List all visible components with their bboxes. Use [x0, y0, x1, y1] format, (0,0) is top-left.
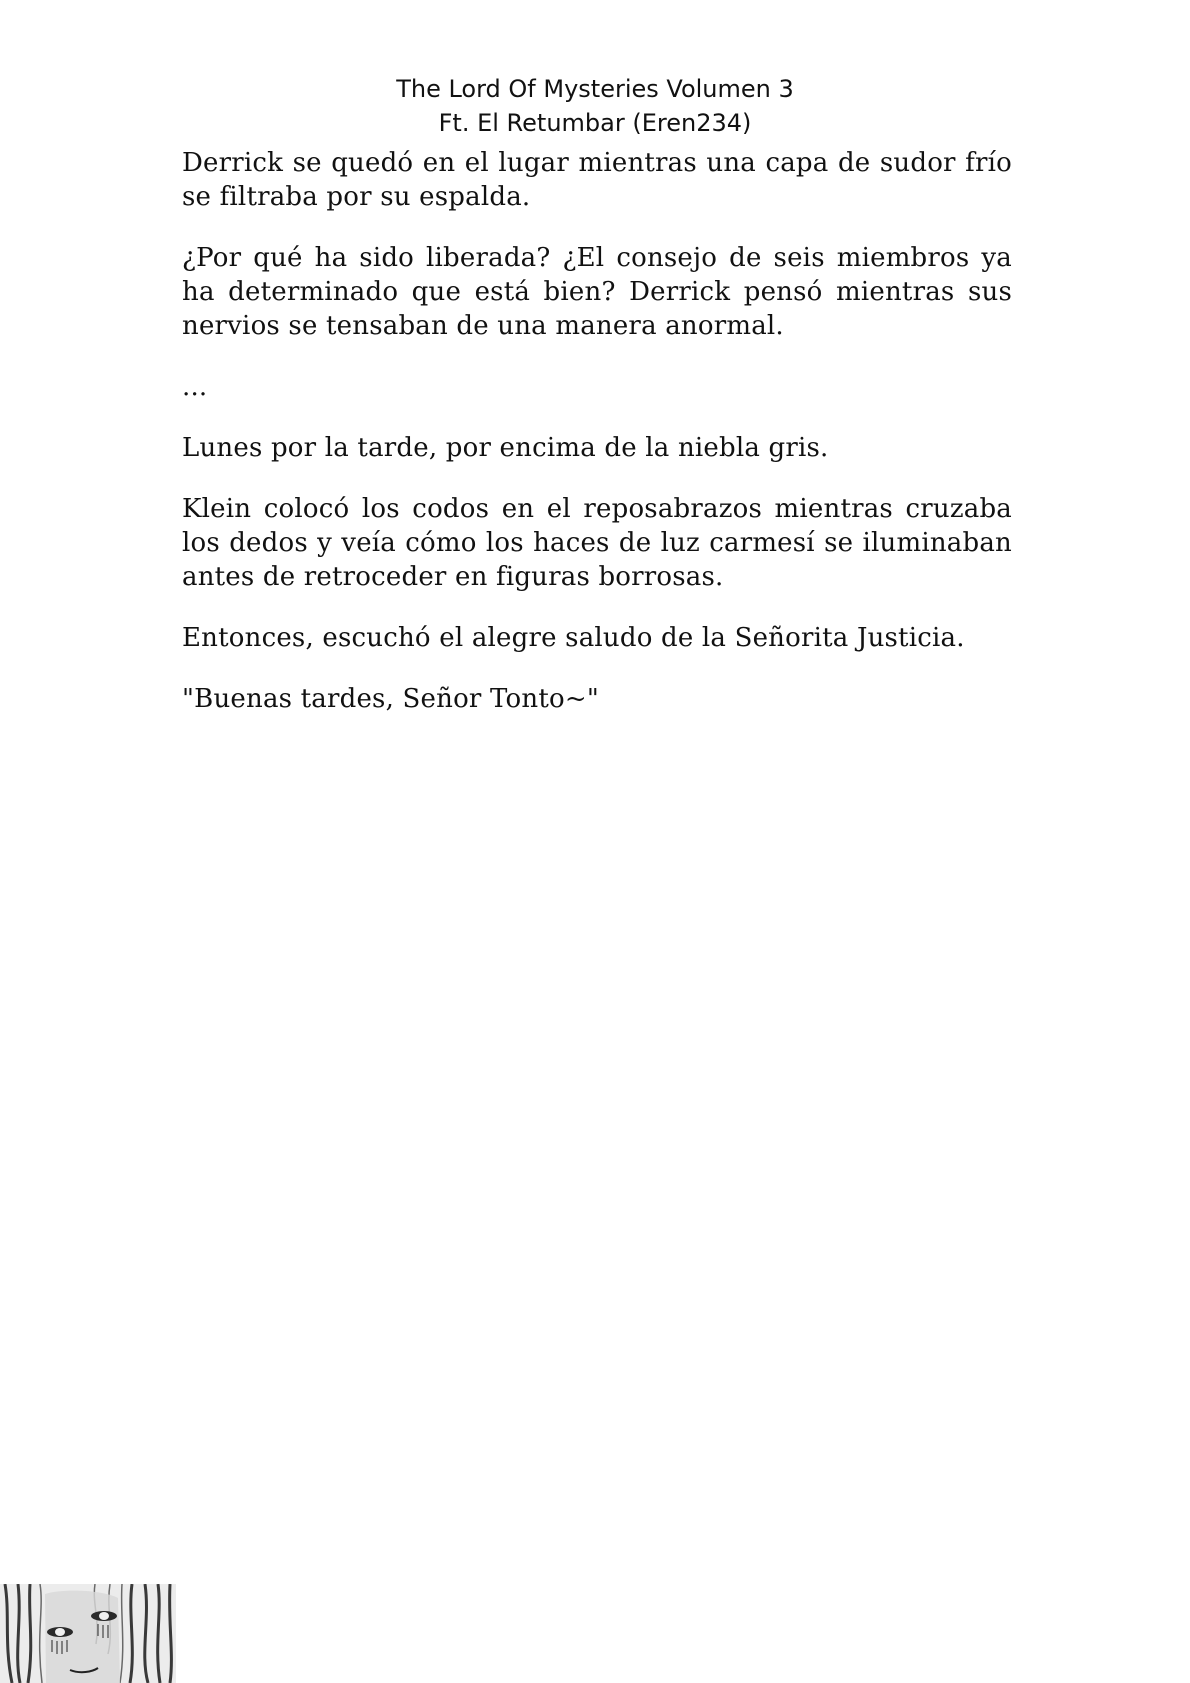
illustration-art [0, 1584, 176, 1683]
page-header [0, 72, 1190, 140]
paragraph: Derrick se quedó en el lugar mientras una capa de sudor frío se filtraba por su espalda. [182, 148, 1012, 212]
paragraph: ¿Por qué ha sido liberada? ¿El consejo de seis miembros ya ha determinado que está bien? Derrick pensó mientras sus nervios se tensaban de una manera anormal. [182, 243, 1012, 341]
paragraph: Lunes por la tarde, por encima de la niebla gris. [182, 433, 829, 463]
paragraph: Klein colocó los codos en el reposabrazos mientras cruzaba los dedos y veía cómo los haces de luz carmesí se iluminaban antes de retroceder en figuras borrosas. [182, 494, 1012, 592]
header-subtitle: Ft. El Retumbar (Eren234) [438, 109, 752, 137]
paragraph: "Buenas tardes, Señor Tonto~" [182, 684, 599, 714]
header-title: The Lord Of Mysteries Volumen 3 [396, 75, 794, 103]
paragraph: Entonces, escuchó el alegre saludo de la Señorita Justicia. [182, 623, 965, 653]
paragraph: ... [182, 372, 208, 402]
manga-face-illustration-icon [0, 1584, 176, 1683]
document-body [182, 146, 1012, 743]
